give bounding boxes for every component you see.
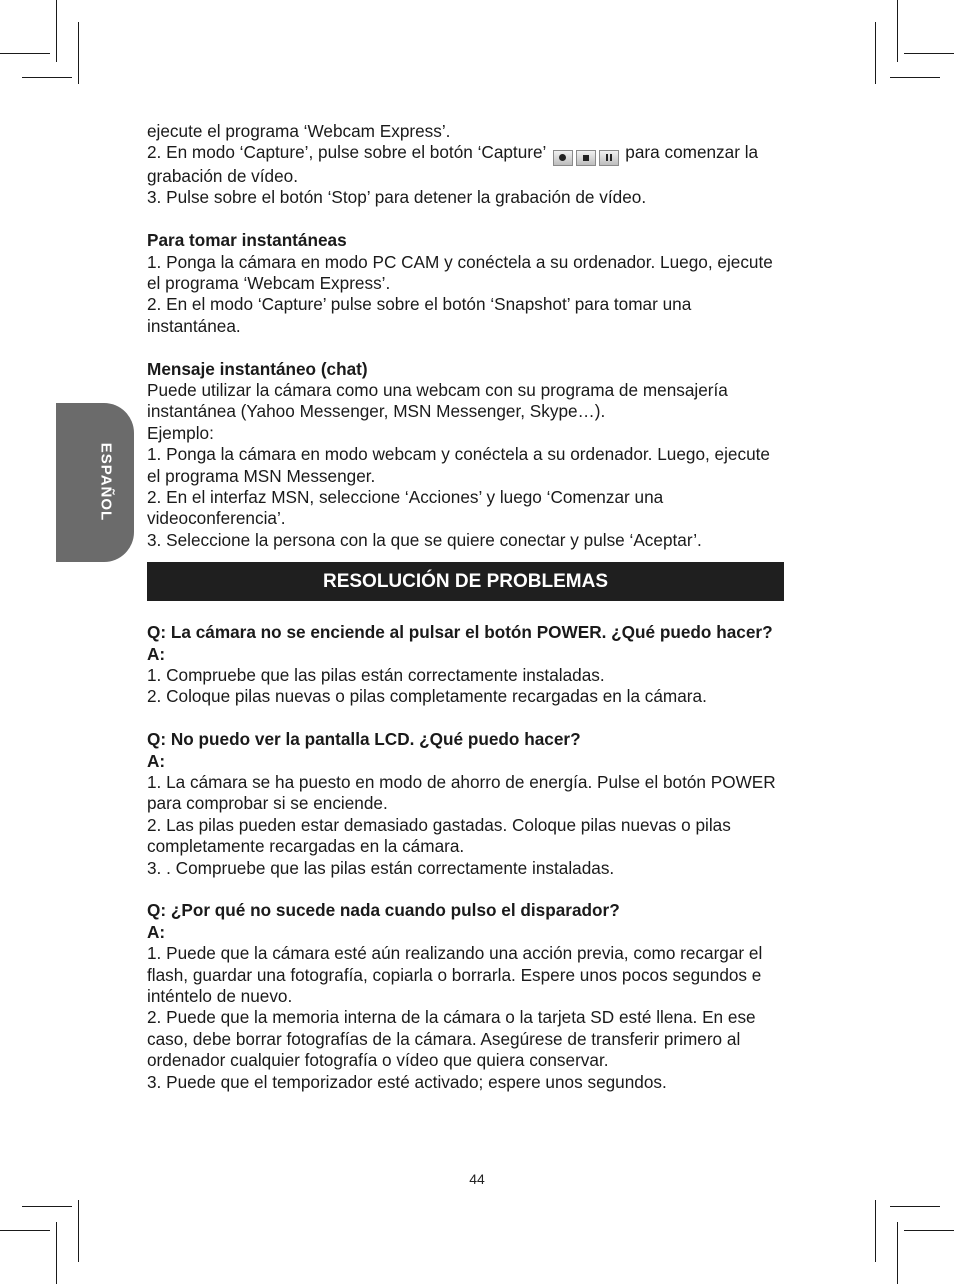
intro-line: 3. Pulse sobre el botón ‘Stop’ para detener la grabación de vídeo. — [147, 187, 647, 208]
capture-button-icons — [553, 150, 619, 166]
section-title-snapshot: Para tomar instantáneas — [147, 230, 347, 251]
question: Q: No puedo ver la pantalla LCD. ¿Qué puedo hacer? — [147, 729, 581, 750]
crop-mark — [78, 22, 79, 84]
intro-line: ejecute el programa ‘Webcam Express’. — [147, 121, 451, 141]
crop-mark — [897, 1222, 898, 1284]
crop-mark — [22, 77, 72, 78]
language-tab-label: ESPAÑOL — [97, 442, 115, 522]
answer-line: 2. Coloque pilas nuevas o pilas completamente recargadas en la cámara. — [147, 686, 707, 707]
question: Q: La cámara no se enciende al pulsar el botón POWER. ¿Qué puedo hacer? — [147, 622, 773, 643]
chat-line: Ejemplo: — [147, 422, 214, 443]
section-title-chat: Mensaje instantáneo (chat) — [147, 358, 368, 379]
crop-mark — [904, 1230, 954, 1231]
crop-mark — [904, 53, 954, 54]
answer-label: A: — [147, 921, 166, 942]
snapshot-line: 1. Ponga la cámara en modo PC CAM y conéctela a su ordenador. Luego, ejecute el programa ‘Webcam Express’. — [147, 251, 773, 293]
language-tab — [56, 403, 134, 562]
answer-line: 1. Compruebe que las pilas están correctamente instaladas. — [147, 665, 605, 685]
chat-line: 3. Seleccione la persona con la que se quiere conectar y pulse ‘Aceptar’. — [147, 529, 702, 550]
crop-mark — [890, 1206, 940, 1207]
answer-line: 2. Puede que la memoria interna de la cámara o la tarjeta SD esté llena. En ese caso, debe borrar fotografías de la cámara. Asegúrese de transferir primero al ordenador cualquier fotografía o vídeo que quiera conservar. — [147, 1007, 756, 1071]
answer-line: 3. Puede que el temporizador esté activado; espere unos segundos. — [147, 1071, 667, 1092]
section-banner: RESOLUCIÓN DE PROBLEMAS — [147, 562, 784, 601]
answer-line: 3. . Compruebe que las pilas están correctamente instaladas. — [147, 857, 615, 878]
snapshot-line: 2. En el modo ‘Capture’ pulse sobre el botón ‘Snapshot’ para tomar una instantánea. — [147, 294, 692, 336]
crop-mark — [56, 1222, 57, 1284]
crop-mark — [56, 0, 57, 62]
chat-line: 1. Ponga la cámara en modo webcam y conéctela a su ordenador. Luego, ejecute el programa MSN Messenger. — [147, 444, 770, 486]
crop-mark — [0, 53, 50, 54]
record-icon — [553, 150, 573, 166]
answer-line: 2. Las pilas pueden estar demasiado gastadas. Coloque pilas nuevas o pilas completamente recargadas en la cámara. — [147, 814, 731, 857]
answer-line: 1. La cámara se ha puesto en modo de ahorro de energía. Pulse el botón POWER para comprobar si se enciende. — [147, 772, 776, 814]
crop-mark — [890, 77, 940, 78]
crop-mark — [22, 1206, 72, 1207]
page-number: 44 — [469, 1171, 485, 1187]
document-body — [147, 121, 787, 1093]
crop-mark — [875, 22, 876, 84]
stop-icon — [576, 150, 596, 166]
intro-capture-line: 2. En modo ‘Capture’, pulse sobre el botón ‘Capture’ para comenzar la grabación de vídeo. — [147, 142, 759, 186]
crop-mark — [78, 1200, 79, 1262]
crop-mark — [875, 1200, 876, 1262]
answer-label: A: — [147, 643, 166, 664]
crop-mark — [897, 0, 898, 62]
question: Q: ¿Por qué no sucede nada cuando pulso el disparador? — [147, 900, 620, 921]
answer-line: 1. Puede que la cámara esté aún realizando una acción previa, como recargar el flash, guardar una fotografía, copiarla o borrarla. Espere unos pocos segundos e inténtelo de nuevo. — [147, 943, 763, 1007]
chat-line: Puede utilizar la cámara como una webcam con su programa de mensajería instantánea (Yahoo Messenger, MSN Messenger, Skype…). — [147, 379, 728, 422]
answer-label: A: — [147, 750, 166, 771]
pause-icon — [599, 150, 619, 166]
chat-line: 2. En el interfaz MSN, seleccione ‘Acciones’ y luego ‘Comenzar una videoconferencia’. — [147, 486, 664, 529]
crop-mark — [0, 1230, 50, 1231]
